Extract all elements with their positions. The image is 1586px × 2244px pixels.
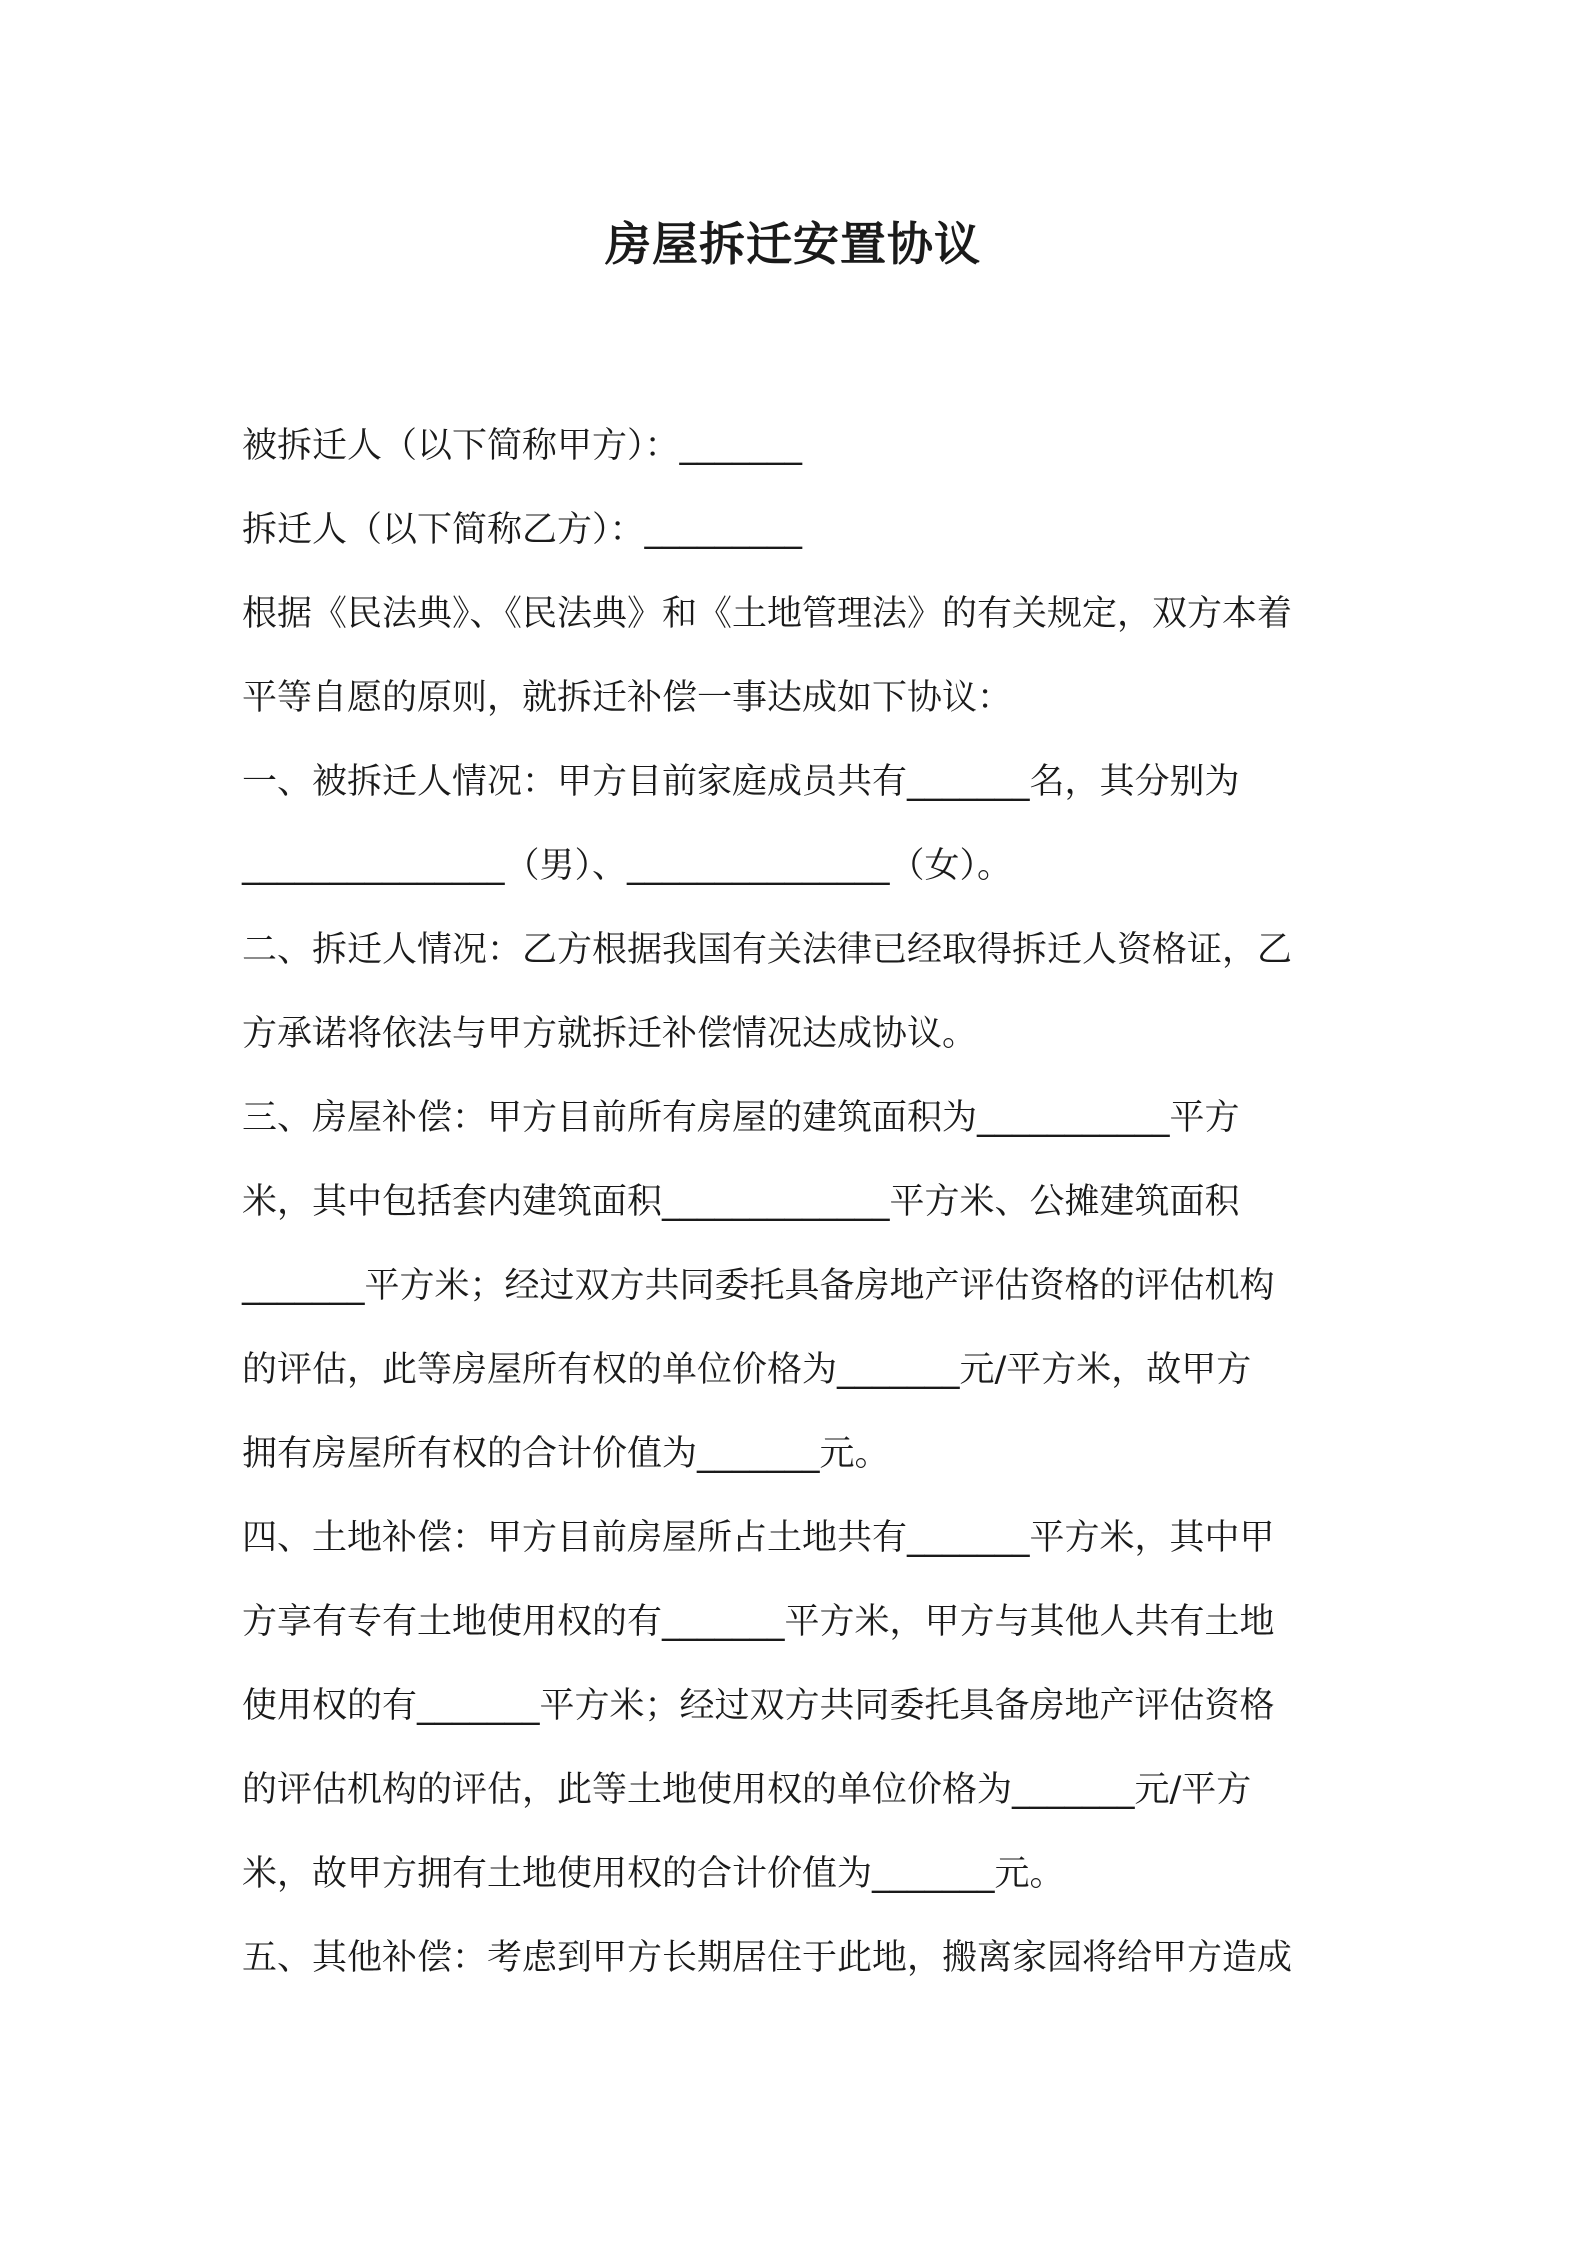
clause-4-line: 使用权的有_______平方米；经过双方共同委托具备房地产评估资格 [242, 1686, 1275, 1726]
clause-1-line: _______________（男）、_______________（女）。 [242, 846, 1013, 886]
party-b-line: 拆迁人（以下简称乙方）：_________ [242, 510, 803, 550]
clause-4-line: 方享有专有土地使用权的有_______平方米，甲方与其他人共有土地 [242, 1602, 1275, 1642]
preamble-line: 平等自愿的原则，就拆迁补偿一事达成如下协议： [242, 678, 1013, 718]
clause-3-line: 三、房屋补偿：甲方目前所有房屋的建筑面积为___________平方 [242, 1098, 1240, 1138]
clause-4-line: 四、土地补偿：甲方目前房屋所占土地共有_______平方米，其中甲 [242, 1518, 1275, 1558]
clause-2-line: 方承诺将依法与甲方就拆迁补偿情况达成协议。 [242, 1014, 978, 1054]
clause-4-line: 的评估机构的评估，此等土地使用权的单位价格为_______元/平方 [242, 1770, 1252, 1810]
clause-4-line: 米，故甲方拥有土地使用权的合计价值为_______元。 [242, 1854, 1065, 1894]
clause-5-line: 五、其他补偿：考虑到甲方长期居住于此地，搬离家园将给甲方造成 [242, 1938, 1293, 1978]
clause-3-line: 的评估，此等房屋所有权的单位价格为_______元/平方米，故甲方 [242, 1350, 1252, 1390]
clause-3-line: 米，其中包括套内建筑面积_____________平方米、公摊建筑面积 [242, 1182, 1240, 1222]
clause-3-line: _______平方米；经过双方共同委托具备房地产评估资格的评估机构 [242, 1266, 1275, 1306]
clause-2-line: 二、拆迁人情况：乙方根据我国有关法律已经取得拆迁人资格证，乙 [242, 930, 1293, 970]
document-title: 房屋拆迁安置协议 [605, 217, 981, 271]
clause-3-line: 拥有房屋所有权的合计价值为_______元。 [242, 1434, 890, 1474]
clause-1-line: 一、被拆迁人情况：甲方目前家庭成员共有_______名，其分别为 [242, 762, 1240, 802]
document-body [242, 404, 1362, 2000]
preamble-line: 根据《民法典》、《民法典》和《土地管理法》的有关规定，双方本着 [242, 594, 1293, 634]
party-a-line: 被拆迁人（以下简称甲方）：_______ [242, 426, 803, 466]
